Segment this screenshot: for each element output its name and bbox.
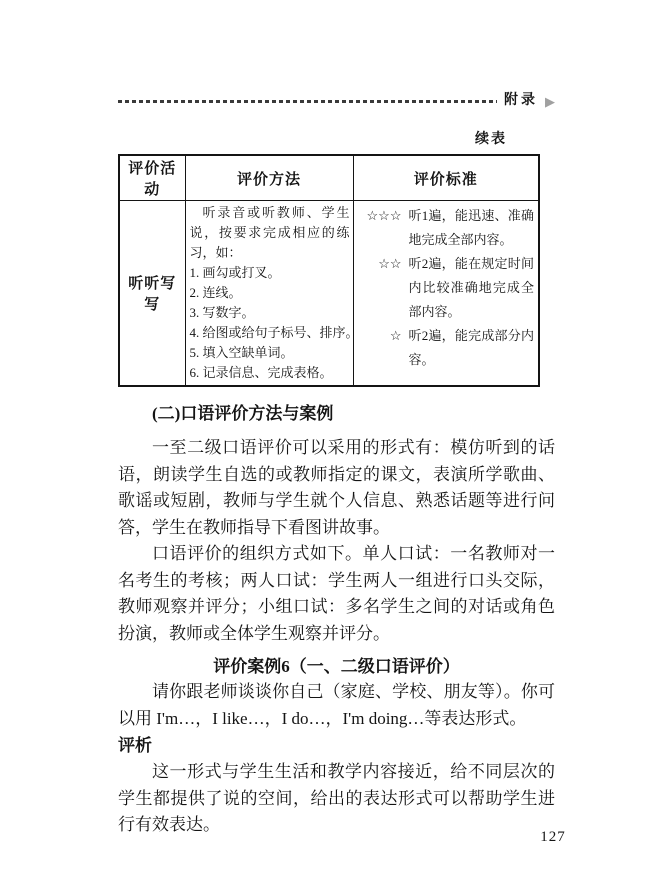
triangle-right-icon: ▶: [545, 93, 555, 109]
criteria-text: 听1遍，能迅速、准确地完成全部内容。: [408, 208, 534, 247]
method-item: 3. 写数字。: [189, 305, 255, 320]
criteria-text: 听2遍，能完成部分内容。: [408, 328, 534, 367]
column-header-criteria: 评价标准: [353, 155, 539, 201]
method-intro: 听录音或听教师、学生说，按要求完成相应的练习，如：: [189, 205, 350, 260]
header-rule: [118, 100, 497, 103]
paragraph-oral-organization: 口语评价的组织方式如下。单人口试：一名教师对一名考生的考核；两人口试：学生两人一组进行口头交际，教师观察并评分；小组口试：多名学生之间的对话或角色扮演，教师或全体学生观察并评分。: [118, 544, 555, 643]
analysis-label: 评析: [118, 736, 152, 755]
case-title: 评价案例6（一、二级口语评价）: [213, 657, 460, 676]
analysis-text: 这一形式与学生生活和教学内容接近，给不同层次的学生都提供了说的空间，给出的表达形式可以帮助学生进行有效表达。: [118, 762, 555, 834]
criteria-text: 听2遍，能在规定时间内比较准确地完成全部内容。: [408, 256, 534, 319]
method-item: 5. 填入空缺单词。: [189, 345, 294, 360]
table-row-listening-writing: [119, 201, 539, 387]
criteria-item: [356, 204, 535, 252]
corner-label: 附录: [504, 93, 538, 108]
method-item: 2. 连线。: [189, 285, 242, 300]
star-rating-two: ☆☆: [378, 256, 402, 271]
column-header-activity: 评价活动: [119, 155, 185, 201]
column-header-method: 评价方法: [185, 155, 353, 201]
paragraph-oral-forms: 一至二级口语评价可以采用的形式有：模仿听到的话语，朗读学生自选的或教师指定的课文，表演所学歌曲、歌谣或短剧，教师与学生就个人信息、熟悉话题等进行问答，学生在教师指导下看图讲故事。: [118, 438, 555, 537]
star-rating-one: ☆: [389, 328, 402, 343]
method-item: 4. 给图或给句子标号、排序。: [189, 325, 359, 340]
table-continued-label: 续表: [475, 132, 507, 147]
method-cell: [185, 201, 359, 387]
activity-cell: 听听写写: [119, 201, 185, 387]
criteria-item: [356, 252, 535, 324]
case-text: 请你跟老师谈谈你自己（家庭、学校、朋友等）。你可以用 I'm…，I like…，I do…，I'm doing…等表达形式。: [118, 682, 555, 728]
section-heading-oral-evaluation: (二)口语评价方法与案例: [152, 404, 334, 423]
method-item: 1. 画勾或打叉。: [189, 265, 281, 280]
star-rating-three: ☆☆☆: [366, 208, 402, 223]
evaluation-table: [118, 154, 540, 387]
method-item: 6. 记录信息、完成表格。: [189, 365, 333, 380]
table-header-row: [119, 155, 539, 201]
page-content: [118, 131, 555, 839]
criteria-cell: [353, 201, 539, 387]
criteria-item: [356, 324, 535, 372]
page-number: 127: [540, 829, 566, 845]
running-head: [118, 94, 555, 108]
